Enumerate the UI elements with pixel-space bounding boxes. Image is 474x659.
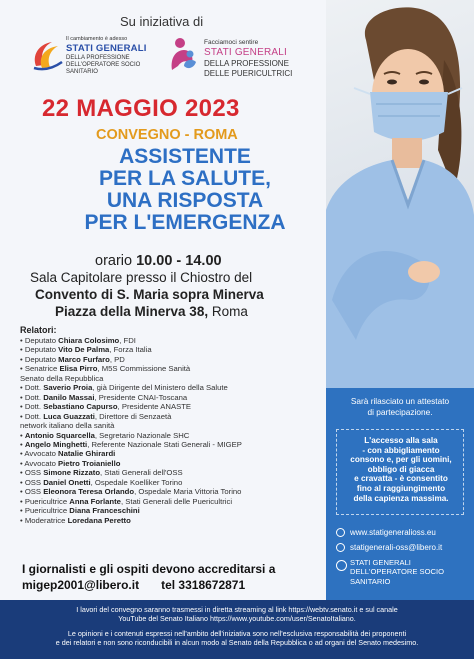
speaker-item — [20, 506, 330, 515]
footer-line: e dei relatori e non sono riconducibili in alcun modo al Senato della Repubblica o ad organi del Senato medesimo. — [55, 638, 419, 647]
speaker-item — [20, 355, 330, 364]
logo-left-subtitle: DELLA PROFESSIONE DELL'OPERATORE SOCIO SANITARIO — [66, 55, 141, 75]
logo-right-title: STATI GENERALI — [204, 47, 288, 58]
speaker-role: • Senatrice — [20, 364, 60, 374]
speaker-role: • Puericultrice — [20, 506, 70, 516]
speaker-name: Saverio Proia — [43, 383, 93, 393]
speaker-item — [20, 383, 330, 392]
speaker-name: Chiara Colosimo — [58, 336, 120, 345]
speaker-name: Eleonora Teresa Orlando — [43, 487, 135, 497]
speaker-role: • Dott. — [20, 402, 44, 412]
speaker-item — [20, 459, 330, 468]
organization-line: SANITARIO — [350, 576, 391, 586]
speaker-detail: , Presidente ANASTE — [117, 402, 192, 412]
event-time — [95, 253, 222, 269]
speaker-role: • Dott. — [20, 392, 44, 402]
speaker-item — [20, 431, 330, 440]
logo-right-subtitle-1: DELLA PROFESSIONE — [204, 59, 289, 68]
speaker-item — [20, 497, 330, 506]
speaker-detail: , Ospedale Maria Vittoria Torino — [134, 487, 242, 497]
speaker-detail: , Forza Italia — [109, 345, 152, 355]
dress-code-line: L'accesso alla sala — [364, 436, 438, 445]
speaker-role: • Avvocato — [20, 458, 59, 468]
accreditation-contacts — [22, 578, 245, 592]
globe-icon — [336, 528, 345, 537]
event-title-line: PER L'EMERGENZA — [84, 211, 286, 234]
event-convent: Convento di S. Maria sopra Minerva — [35, 287, 264, 302]
speaker-name: Anna Forlante — [69, 496, 121, 506]
certificate-note — [326, 396, 474, 418]
speaker-detail: , Stati Generali dell'OSS — [100, 468, 183, 478]
speaker-detail: , già Dirigente del Ministero della Salute — [92, 383, 228, 393]
email-row[interactable] — [336, 543, 442, 552]
event-venue: Sala Capitolare presso il Chiostro del — [30, 270, 253, 285]
speaker-role: • Puericultrice — [20, 496, 70, 506]
accreditation-note: I giornalisti e gli ospiti devono accreditarsi a — [22, 562, 276, 576]
contact-phone[interactable]: tel 3318672871 — [161, 578, 246, 592]
speaker-name: Vito De Palma — [58, 345, 110, 355]
speaker-item — [20, 468, 330, 477]
mother-child-icon — [168, 34, 202, 74]
speaker-item — [20, 364, 330, 373]
event-date: 22 MAGGIO 2023 — [42, 95, 240, 122]
speaker-item — [20, 516, 330, 525]
dress-code-text — [337, 436, 465, 503]
speakers-title: Relatori: — [20, 325, 57, 335]
speaker-detail: , M5S Commissione Sanità — [97, 364, 191, 374]
speaker-name: Sebastiano Capurso — [43, 402, 118, 412]
speaker-item — [20, 374, 330, 383]
info-panel — [326, 388, 474, 600]
speakers-list — [20, 336, 330, 525]
speaker-role: • — [20, 439, 25, 449]
certificate-line: di partecipazione. — [367, 407, 433, 417]
speaker-name: Elisa Pirro — [59, 364, 98, 374]
dress-code-line: - con abbigliamento — [362, 445, 440, 455]
speaker-role: • Deputato — [20, 336, 59, 345]
speaker-item — [20, 478, 330, 487]
footer-disclaimer — [0, 600, 474, 659]
speaker-detail: , PD — [109, 354, 125, 364]
speaker-item — [20, 393, 330, 402]
speaker-name: Simone Rizzato — [43, 468, 101, 478]
speaker-name: Pietro Troianiello — [58, 458, 121, 468]
speaker-role: • Dott. — [20, 411, 44, 421]
contact-email[interactable]: migep2001@libero.it — [22, 578, 140, 592]
speaker-role: • OSS — [20, 487, 44, 497]
stati-generali-puericultrici-logo — [168, 34, 318, 84]
speaker-item — [20, 440, 330, 449]
logo-left-tagline: Il cambiamento è adesso — [66, 36, 128, 42]
website-link[interactable]: www.statigeneralioss.eu — [350, 528, 436, 537]
organization-line: STATI GENERALI — [350, 558, 411, 567]
dress-code-box — [336, 429, 464, 515]
certificate-line: Sarà rilasciato un attestato — [350, 396, 450, 406]
speaker-item — [20, 412, 330, 421]
speaker-name: Luca Guazzati — [43, 411, 95, 421]
speaker-detail: , Stati Generali delle Puericultrici — [120, 496, 233, 506]
speaker-name: Antonio Squarcella — [24, 430, 95, 440]
speaker-name: Natalie Ghirardi — [58, 449, 116, 459]
speaker-role: • Moderatrice — [20, 515, 68, 525]
speaker-name: Loredana Peretto — [67, 515, 131, 525]
speaker-role: • OSS — [20, 477, 44, 487]
footer-line: Le opinioni e i contenuti espressi nell'ambito dell'iniziativa sono nell'esclusiva responsabilità dei proponenti — [67, 629, 407, 638]
speaker-name: Daniel Onetti — [43, 477, 91, 487]
speaker-detail: , Presidente CNAI-Toscana — [94, 392, 188, 402]
speaker-name: Danilo Massai — [43, 392, 95, 402]
speaker-item — [20, 487, 330, 496]
organization-name — [350, 558, 468, 586]
dress-code-line: e cravatta - è consentito — [354, 474, 448, 484]
dress-code-line: obbligo di giacca — [367, 464, 435, 474]
speaker-name: Diana Franceschini — [69, 506, 140, 516]
address-square: Piazza della Minerva 38, — [55, 304, 209, 319]
speaker-detail: , Referente Nazionale Stati Generali - MIGEP — [87, 439, 242, 449]
mail-icon — [336, 543, 345, 552]
speaker-role: network italiano della sanità — [20, 421, 115, 431]
stati-generali-oss-logo — [30, 34, 165, 84]
nurse-illustration — [326, 0, 474, 388]
logo-right-tagline: Facciamoci sentire — [204, 39, 259, 46]
event-title — [40, 146, 330, 234]
event-address — [55, 304, 248, 319]
speaker-role: Senato della Repubblica — [20, 373, 104, 383]
time-value: 10.00 - 14.00 — [136, 253, 222, 269]
email-link[interactable]: statigenerali-oss@libero.it — [350, 543, 443, 552]
speaker-name: Angelo Minghetti — [24, 439, 88, 449]
event-type: CONVEGNO - ROMA — [96, 127, 238, 143]
speaker-role: • OSS — [20, 468, 44, 478]
speaker-detail: , Segretario Nazionale SHC — [94, 430, 190, 440]
event-title-line: ASSISTENTE — [119, 145, 251, 168]
speaker-role: • — [20, 430, 25, 440]
address-city: Roma — [208, 304, 248, 319]
speaker-item — [20, 449, 330, 458]
speaker-detail: , Ospedale Koelliker Torino — [90, 477, 183, 487]
speaker-item — [20, 336, 330, 345]
speaker-item — [20, 345, 330, 354]
logo-right-subtitle-2: DELLE PUERICULTRICI — [204, 69, 293, 78]
speaker-detail: , Direttore di Senzaetà — [94, 411, 172, 421]
event-title-line: PER LA SALUTE, — [99, 167, 271, 190]
nurse-photo — [326, 0, 474, 388]
website-row[interactable] — [336, 528, 436, 537]
footer-line: YouTube del Senato Italiano https://www.youtube.com/user/SenatoItaliano. — [118, 614, 356, 623]
event-title-line: UNA RISPOSTA — [106, 189, 264, 212]
logo-left-title: STATI GENERALI — [66, 43, 147, 54]
facebook-icon — [336, 560, 347, 571]
speaker-role: • Deputato — [20, 354, 59, 364]
dress-code-line: della capienza massima. — [353, 493, 449, 503]
speaker-item — [20, 421, 330, 430]
speaker-detail: , FDI — [119, 336, 136, 345]
initiative-label: Su iniziativa di — [120, 14, 204, 29]
time-prefix: orario — [95, 253, 137, 269]
footer-line: I lavori del convegno saranno trasmessi in diretta streaming al link https://webtv.senato.it e sul canale — [76, 605, 398, 614]
dress-code-line: fino al raggiungimento — [356, 483, 446, 493]
speaker-item — [20, 402, 330, 411]
speaker-role: • Deputato — [20, 345, 59, 355]
dress-code-line: consono e, per gli uomini, — [350, 455, 452, 465]
speaker-name: Marco Furfaro — [58, 354, 110, 364]
speaker-role: • Dott. — [20, 383, 44, 393]
oss-swoosh-icon — [30, 38, 64, 72]
organization-line: DELL'OPERATORE SOCIO — [350, 567, 445, 577]
speaker-role: • Avvocato — [20, 449, 59, 459]
